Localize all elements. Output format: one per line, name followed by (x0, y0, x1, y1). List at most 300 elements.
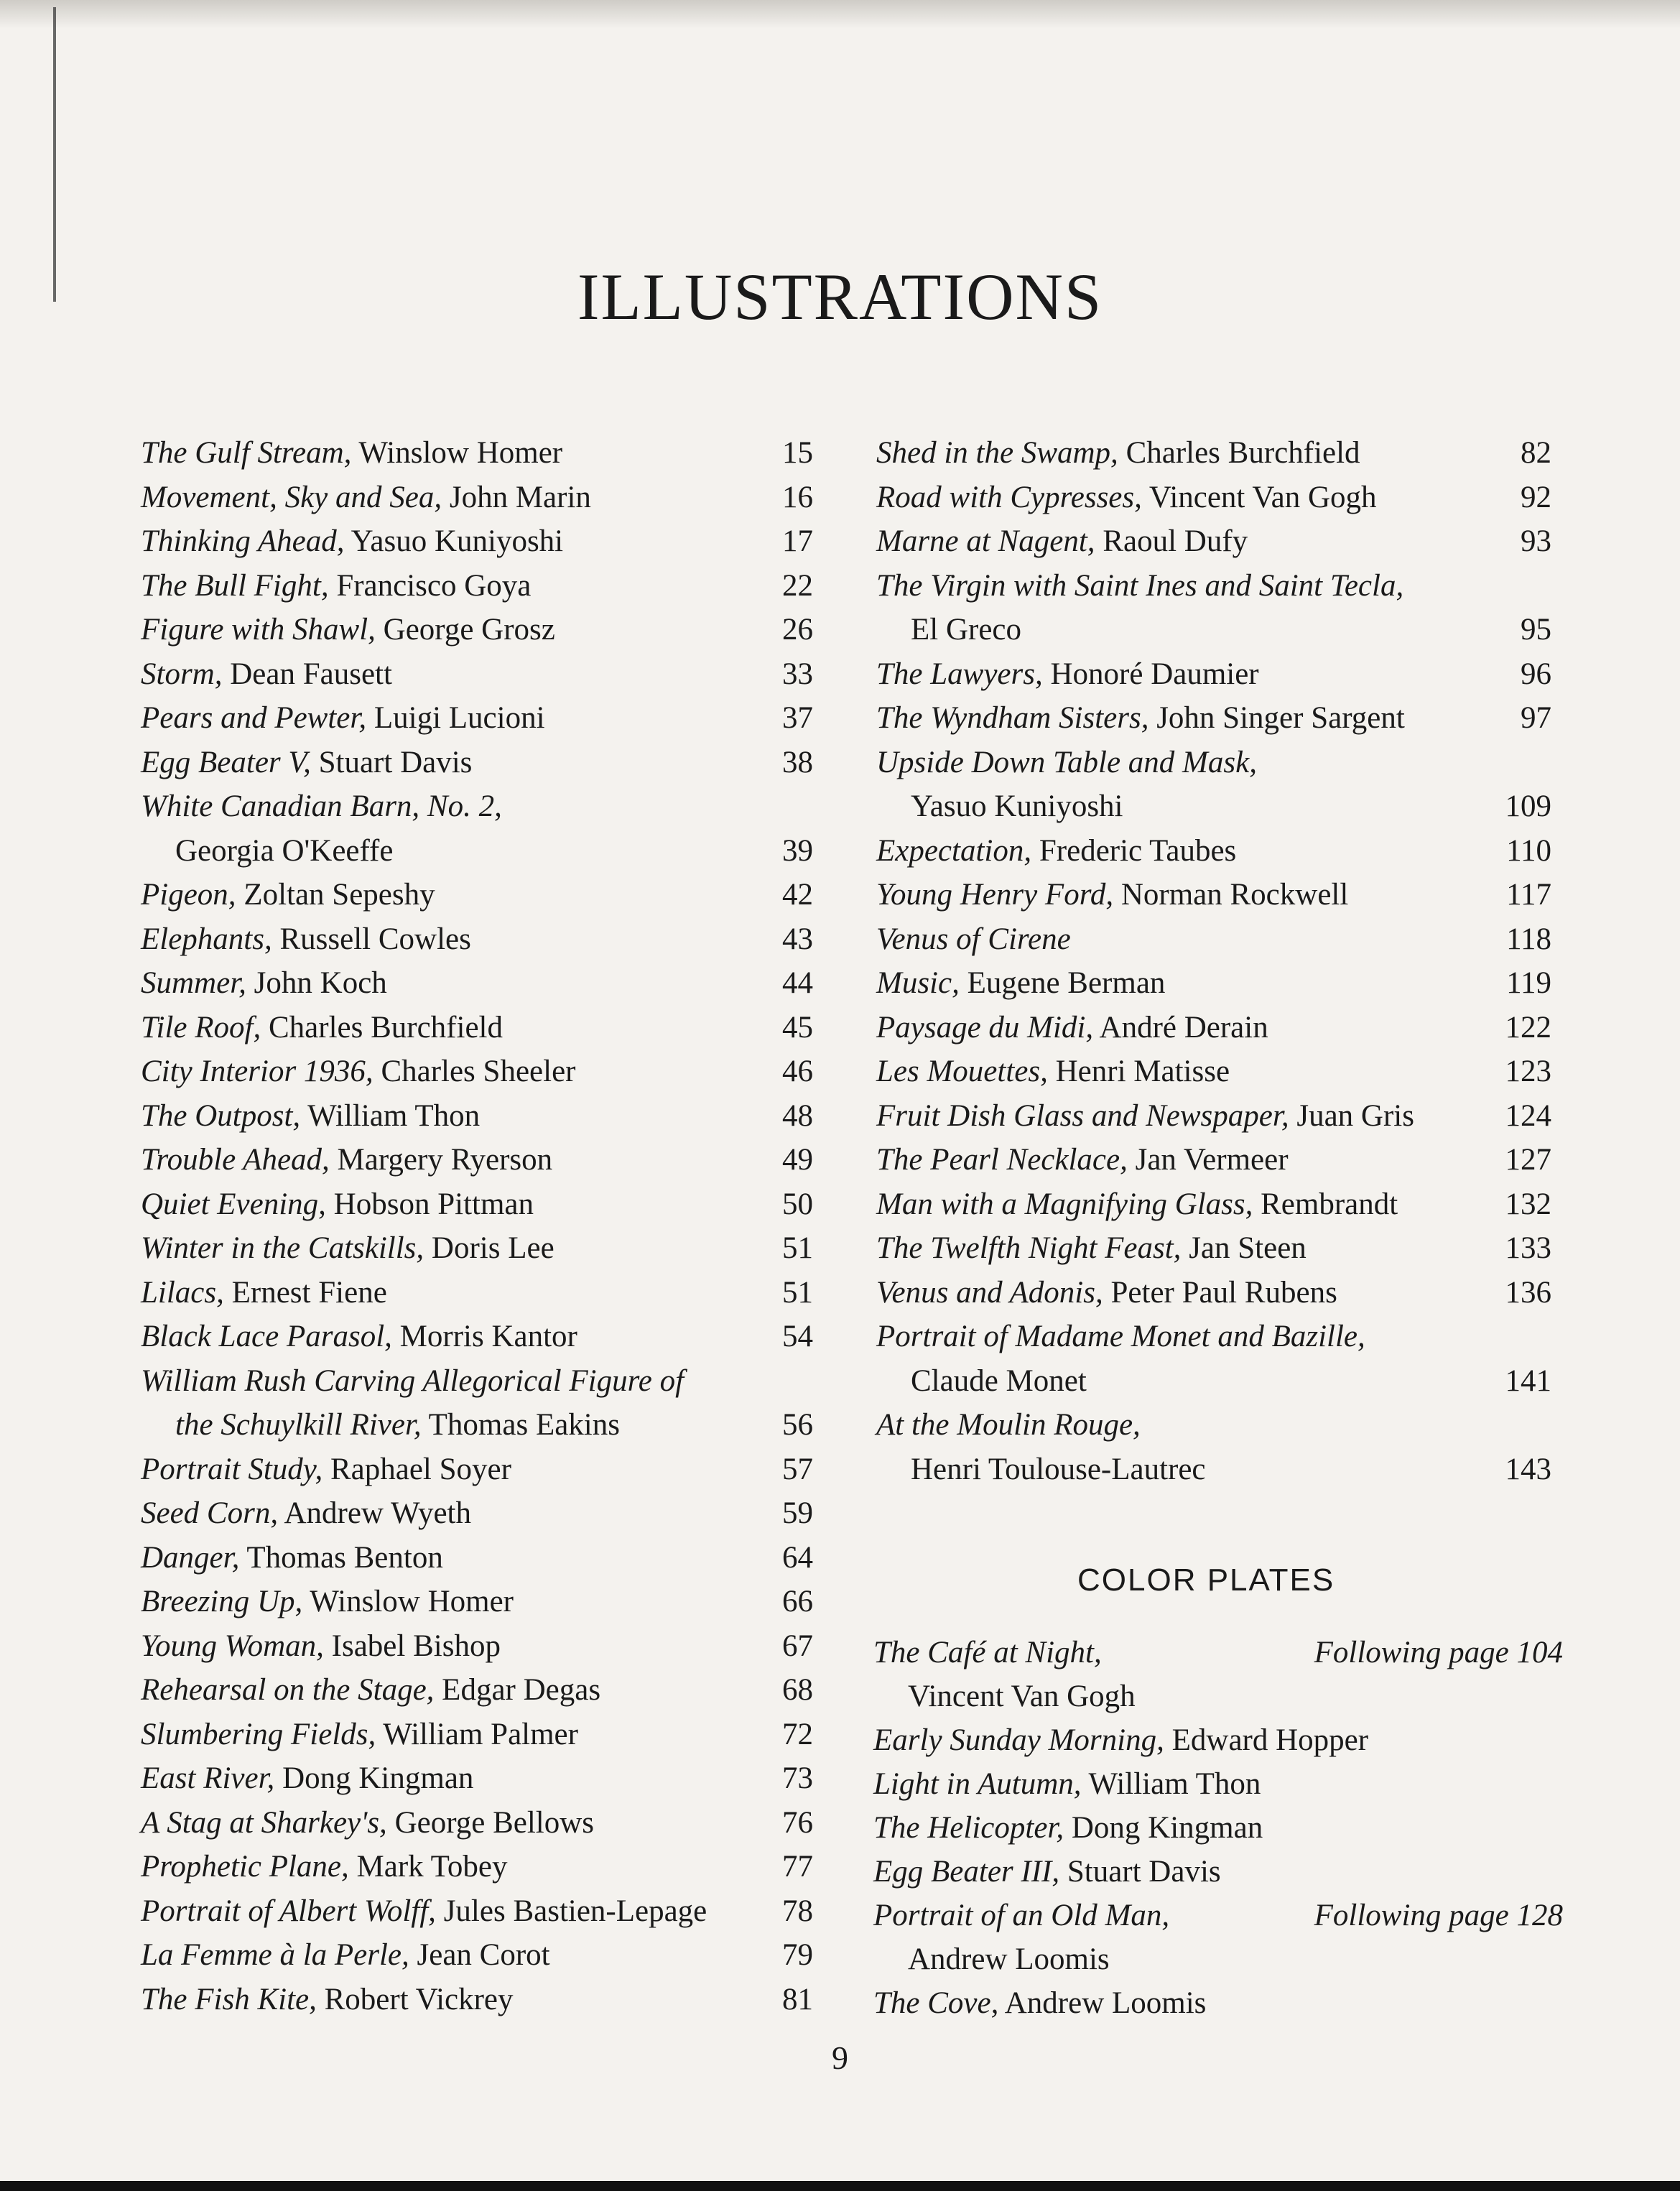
illustration-entry (876, 741, 1551, 829)
illustration-entry (876, 696, 1551, 741)
artwork-title-continued: the Schuylkill River, (175, 1408, 422, 1442)
entry-line (141, 1226, 813, 1271)
artwork-title: Shed in the Swamp, (876, 436, 1118, 470)
artist-name: Stuart Davis (310, 745, 473, 779)
entry-line (141, 1050, 813, 1094)
artwork-title: The Pearl Necklace, (876, 1143, 1128, 1177)
artist-name: Dong Kingman (274, 1761, 474, 1795)
page-reference: 46 (782, 1055, 813, 1088)
entry-line (876, 917, 1551, 962)
page-reference: 124 (1505, 1098, 1551, 1133)
artwork-title: Portrait of Albert Wolff, (141, 1894, 436, 1928)
artwork-title: Movement, Sky and Sea, (141, 480, 442, 514)
entry-line (141, 1536, 813, 1580)
artwork-title: The Bull Fight, (141, 568, 329, 603)
entry-line (141, 564, 813, 608)
page-reference: 82 (1521, 436, 1551, 470)
entry-line (876, 1006, 1551, 1050)
artist-name: George Grosz (375, 613, 555, 647)
entry-line (141, 1845, 813, 1889)
page-reference: 50 (782, 1187, 813, 1221)
artist-name: Raphael Soyer (322, 1452, 511, 1486)
page-reference: 109 (1505, 789, 1551, 823)
illustration-entry (141, 1845, 813, 1889)
artist-name: Norman Rockwell (1113, 878, 1349, 912)
artwork-title: Upside Down Table and Mask, (876, 745, 1257, 779)
page-reference: 76 (782, 1805, 813, 1840)
illustration-entry (141, 1447, 813, 1492)
illustration-entry (141, 1624, 813, 1669)
entry-line (141, 917, 813, 962)
artist-name: Eugene Berman (959, 966, 1166, 1000)
artist-name: Henri Toulouse-Lautrec (911, 1452, 1206, 1486)
entry-line (876, 1138, 1551, 1182)
artist-name: Dean Fausett (222, 657, 392, 691)
artwork-title: Winter in the Catskills, (141, 1231, 424, 1265)
page-title: ILLUSTRATIONS (577, 260, 1103, 333)
color-plates-heading: COLOR PLATES (1077, 1562, 1335, 1598)
artist-name: Doris Lee (424, 1231, 554, 1265)
entry-line (141, 1801, 813, 1845)
artwork-title: White Canadian Barn, No. 2, (141, 789, 502, 823)
page-reference: 95 (1521, 613, 1551, 647)
page-reference: 122 (1505, 1010, 1551, 1044)
artwork-title: City Interior 1936, (141, 1055, 373, 1088)
entry-line (876, 431, 1551, 476)
color-plate-entry (873, 1718, 1563, 1762)
artist-name: Juan Gris (1289, 1098, 1414, 1133)
entry-line-continued (141, 1403, 813, 1447)
artist-name: Winslow Homer (351, 436, 563, 470)
illustration-entry (141, 1978, 813, 2022)
illustration-entry (876, 1006, 1551, 1050)
artist-name: Andrew Loomis (908, 1942, 1110, 1976)
illustration-entry (141, 1182, 813, 1227)
artist-name: Yasuo Kuniyoshi (911, 789, 1123, 823)
entry-line (873, 1981, 1563, 2025)
entry-line (141, 1756, 813, 1801)
artwork-title: Pears and Pewter, (141, 701, 367, 735)
artwork-title: Elephants, (141, 922, 272, 956)
color-plate-entry (873, 1631, 1563, 1718)
artist-name: William Thon (300, 1098, 481, 1133)
artist-name: Edgar Degas (434, 1673, 601, 1707)
artwork-title: The Twelfth Night Feast, (876, 1231, 1182, 1265)
page-reference: 17 (782, 524, 813, 558)
artwork-title: Man with a Magnifying Glass, (876, 1187, 1253, 1221)
artist-name: Vincent Van Gogh (908, 1680, 1136, 1713)
illustration-entry (141, 1713, 813, 1757)
entry-line (876, 564, 1551, 608)
illustration-entry (141, 1006, 813, 1050)
entry-line-continued (876, 1359, 1551, 1404)
page-reference: 66 (782, 1585, 813, 1618)
artwork-title: Pigeon, (141, 878, 236, 912)
artist-name: Margery Ryerson (329, 1143, 553, 1177)
page-reference: 123 (1505, 1055, 1551, 1088)
entry-line (876, 519, 1551, 564)
illustration-entry (141, 564, 813, 608)
artist-name: Luigi Lucioni (366, 701, 545, 735)
scan-artifact-line (53, 7, 56, 302)
artist-name: Russell Cowles (272, 922, 471, 956)
artist-name: Yasuo Kuniyoshi (344, 524, 564, 558)
artist-name: Dong Kingman (1064, 1811, 1263, 1845)
illustration-entry (141, 961, 813, 1006)
entry-line (141, 431, 813, 476)
page-reference: 42 (782, 878, 813, 912)
artwork-title: Trouble Ahead, (141, 1143, 330, 1177)
entry-line (141, 1271, 813, 1315)
page-reference: 127 (1505, 1143, 1551, 1177)
artwork-title: The Café at Night, (873, 1636, 1102, 1669)
artwork-title: The Wyndham Sisters, (876, 701, 1149, 735)
artwork-title: Rehearsal on the Stage, (141, 1673, 435, 1707)
page-reference: 51 (782, 1231, 813, 1265)
artwork-title: Egg Beater V, (141, 745, 311, 779)
artist-name: André Derain (1093, 1010, 1268, 1044)
page-reference: 72 (782, 1717, 813, 1751)
page-reference: 132 (1505, 1187, 1551, 1221)
illustration-entry (876, 1182, 1551, 1227)
illustration-entry (141, 1138, 813, 1182)
artwork-title: Slumbering Fields, (141, 1717, 376, 1751)
color-plate-entry (873, 1981, 1563, 2025)
artwork-title: Tile Roof, (141, 1010, 261, 1044)
page-reference: 136 (1505, 1275, 1551, 1310)
artist-name: Charles Burchfield (261, 1010, 503, 1044)
illustration-entry (876, 1138, 1551, 1182)
artwork-title: Breezing Up, (141, 1585, 303, 1618)
artwork-title: Venus of Cirene (876, 922, 1071, 956)
entry-line (141, 696, 813, 741)
page-reference: 64 (782, 1540, 813, 1575)
illustration-entry (876, 1315, 1551, 1403)
artwork-title: Fruit Dish Glass and Newspaper, (876, 1098, 1289, 1133)
artwork-title: Lilacs, (141, 1275, 224, 1310)
artist-name: Andrew Loomis (998, 1986, 1207, 2020)
illustration-entry (141, 1226, 813, 1271)
artist-name: Hobson Pittman (325, 1187, 534, 1221)
artwork-title: The Gulf Stream, (141, 436, 352, 470)
artwork-title: Summer, (141, 966, 246, 1000)
illustration-entry (876, 961, 1551, 1006)
page-reference: 37 (782, 701, 813, 735)
artist-name: John Marin (442, 480, 591, 514)
illustration-entry (141, 1536, 813, 1580)
entry-line (876, 1182, 1551, 1227)
artist-name: Mark Tobey (348, 1850, 508, 1884)
entry-line (876, 1226, 1551, 1271)
illustration-entry (141, 1580, 813, 1624)
artist-name: Vincent Van Gogh (1141, 480, 1377, 514)
page-reference: 44 (782, 966, 813, 1000)
artist-name: Rembrandt (1253, 1187, 1398, 1221)
artwork-title: Portrait of Madame Monet and Bazille, (876, 1320, 1365, 1353)
page-reference: 43 (782, 922, 813, 956)
entry-line (141, 1447, 813, 1492)
artist-name: Francisco Goya (328, 568, 532, 603)
entry-line (141, 784, 813, 829)
artist-name: William Palmer (376, 1717, 578, 1751)
artwork-title: A Stag at Sharkey's, (141, 1805, 387, 1840)
artwork-title: Young Woman, (141, 1629, 324, 1663)
page-reference: 67 (782, 1629, 813, 1663)
illustration-entry (876, 519, 1551, 564)
artist-name: Raoul Dufy (1095, 524, 1248, 558)
illustration-entry (141, 784, 813, 873)
artist-name: Jean Corot (409, 1938, 550, 1972)
artwork-title: Music, (876, 966, 960, 1000)
color-plate-entry (873, 1762, 1563, 1806)
entry-line (141, 1580, 813, 1624)
scan-bottom-edge (0, 2181, 1680, 2191)
page-reference: 48 (782, 1098, 813, 1133)
entry-line (876, 1271, 1551, 1315)
page-reference: 96 (1521, 657, 1551, 691)
illustration-entry (876, 1094, 1551, 1139)
page-reference: 117 (1506, 878, 1551, 912)
entry-line (141, 1668, 813, 1713)
entry-line-continued (141, 829, 813, 874)
entry-line (876, 873, 1551, 917)
artwork-title: Portrait of an Old Man, (873, 1899, 1170, 1932)
entry-line (876, 1094, 1551, 1139)
artwork-title: The Outpost, (141, 1098, 301, 1133)
artwork-title: Venus and Adonis, (876, 1275, 1103, 1310)
artwork-title: Figure with Shawl, (141, 613, 376, 647)
entry-line (876, 1050, 1551, 1094)
illustration-entry (876, 917, 1551, 962)
artist-name: John Koch (246, 966, 387, 1000)
page-reference: 56 (782, 1408, 813, 1442)
illustration-entry (141, 1094, 813, 1139)
artist-name: El Greco (911, 613, 1022, 647)
entry-line (141, 476, 813, 520)
artwork-title: Storm, (141, 657, 223, 691)
illustration-entry (141, 917, 813, 962)
entry-line (141, 1713, 813, 1757)
following-page-note: Following page 128 (1314, 1899, 1563, 1932)
artist-name: Robert Vickrey (316, 1982, 514, 2016)
entry-line (141, 741, 813, 785)
illustration-entry (141, 741, 813, 785)
artist-name: Ernest Fiene (223, 1275, 387, 1310)
page-reference: 45 (782, 1010, 813, 1044)
page-reference: 57 (782, 1452, 813, 1486)
artwork-title: Marne at Nagent, (876, 524, 1095, 558)
artwork-title: Thinking Ahead, (141, 524, 345, 558)
artwork-title: Les Mouettes, (876, 1055, 1048, 1088)
page-number: 9 (832, 2039, 848, 2076)
entry-line (141, 1315, 813, 1359)
entry-line (873, 1718, 1563, 1762)
entry-line (873, 1762, 1563, 1806)
artwork-title: The Virgin with Saint Ines and Saint Tecla, (876, 568, 1404, 603)
page-reference: 16 (782, 480, 813, 514)
entry-line (876, 1315, 1551, 1359)
artwork-title: Quiet Evening, (141, 1187, 326, 1221)
artist-name: Charles Burchfield (1118, 436, 1360, 470)
artwork-title: The Cove, (873, 1986, 999, 2020)
entry-line (141, 1978, 813, 2022)
artwork-title: Seed Corn, (141, 1496, 279, 1530)
artist-name: Georgia O'Keeffe (175, 833, 394, 868)
artwork-title: At the Moulin Rouge, (876, 1408, 1141, 1442)
page-reference: 73 (782, 1761, 813, 1795)
illustration-entry (141, 608, 813, 652)
entry-line (876, 741, 1551, 785)
page-reference: 141 (1505, 1363, 1551, 1398)
artwork-title: Road with Cypresses, (876, 480, 1142, 514)
entry-line (141, 1094, 813, 1139)
entry-line (141, 1182, 813, 1227)
artist-name: Jan Steen (1181, 1231, 1307, 1265)
page-reference: 143 (1505, 1452, 1551, 1486)
page-reference: 92 (1521, 480, 1551, 514)
page-reference: 33 (782, 657, 813, 691)
artist-name: Andrew Wyeth (278, 1496, 471, 1530)
illustration-entry (141, 1801, 813, 1845)
illustration-entry (141, 1491, 813, 1536)
illustration-entry (141, 1359, 813, 1447)
entry-line-continued (873, 1937, 1563, 1981)
page-reference: 119 (1506, 966, 1551, 1000)
artwork-title: The Lawyers, (876, 657, 1043, 691)
following-page-note: Following page 104 (1314, 1636, 1563, 1669)
illustration-entry (876, 1050, 1551, 1094)
artist-name: Jan Vermeer (1127, 1143, 1289, 1177)
illustration-entry (141, 1756, 813, 1801)
entry-line-continued (876, 608, 1551, 652)
illustration-entry (141, 873, 813, 917)
entry-line (876, 961, 1551, 1006)
page-reference: 79 (782, 1938, 813, 1972)
illustration-entry (141, 1933, 813, 1978)
illustration-entry (876, 652, 1551, 697)
artwork-title: Portrait Study, (141, 1452, 323, 1486)
entry-line (141, 873, 813, 917)
artwork-title: La Femme à la Perle, (141, 1938, 409, 1972)
entry-line (876, 476, 1551, 520)
artwork-title: Expectation, (876, 833, 1032, 868)
artist-name: Stuart Davis (1059, 1855, 1221, 1889)
illustration-entry (876, 1271, 1551, 1315)
entry-line (141, 652, 813, 697)
entry-line (873, 1806, 1563, 1850)
page-reference: 81 (782, 1982, 813, 2016)
page-reference: 78 (782, 1894, 813, 1928)
artwork-title: Light in Autumn, (873, 1767, 1082, 1801)
entry-line (876, 652, 1551, 697)
entry-line (141, 1138, 813, 1182)
color-plate-entry (873, 1850, 1563, 1894)
illustration-entry (141, 1889, 813, 1934)
entry-line (141, 961, 813, 1006)
entry-line (141, 1889, 813, 1934)
illustration-entry (876, 564, 1551, 652)
artist-name: Zoltan Sepeshy (236, 878, 435, 912)
artwork-title: Egg Beater III, (873, 1855, 1060, 1889)
illustrations-list-right (876, 431, 1551, 1491)
illustration-entry (876, 431, 1551, 476)
page-reference: 15 (782, 436, 813, 470)
illustrations-list-left (141, 431, 813, 2021)
page-reference: 110 (1506, 833, 1551, 868)
artwork-title: Danger, (141, 1540, 240, 1575)
artwork-title: East River, (141, 1761, 275, 1795)
entry-line-continued (876, 784, 1551, 829)
artwork-title: Prophetic Plane, (141, 1850, 349, 1884)
page-reference: 93 (1521, 524, 1551, 558)
page-reference: 97 (1521, 701, 1551, 735)
entry-line (141, 1933, 813, 1978)
artist-name: Claude Monet (911, 1363, 1087, 1398)
entry-line (141, 1359, 813, 1404)
page-reference: 39 (782, 833, 813, 868)
entry-line (876, 829, 1551, 874)
artist-name: William Thon (1081, 1767, 1261, 1801)
artwork-title: The Fish Kite, (141, 1982, 317, 2016)
illustration-entry (876, 476, 1551, 520)
illustration-entry (141, 1050, 813, 1094)
entry-line-continued (873, 1674, 1563, 1718)
illustration-entry (141, 1271, 813, 1315)
entry-line (141, 1624, 813, 1669)
page-reference: 68 (782, 1673, 813, 1707)
artwork-title: Young Henry Ford, (876, 878, 1114, 912)
scan-shadow (0, 0, 1680, 29)
color-plate-entry (873, 1894, 1563, 1981)
artist-name: Jules Bastien-Lepage (435, 1894, 707, 1928)
artist-name: John Singer Sargent (1148, 701, 1405, 735)
page-reference: 77 (782, 1850, 813, 1884)
artwork-title: Black Lace Parasol, (141, 1320, 392, 1353)
artist-name: Honoré Daumier (1042, 657, 1259, 691)
artist-name: Henri Matisse (1047, 1055, 1230, 1088)
artist-name: Thomas Benton (239, 1540, 443, 1575)
entry-line (873, 1850, 1563, 1894)
artist-name: George Bellows (386, 1805, 595, 1840)
illustration-entry (141, 652, 813, 697)
page-reference: 49 (782, 1143, 813, 1177)
illustration-entry (141, 1315, 813, 1359)
page-reference: 59 (782, 1496, 813, 1530)
entry-line-continued (876, 1447, 1551, 1492)
entry-line (876, 1403, 1551, 1447)
artwork-title: The Helicopter, (873, 1811, 1064, 1845)
artist-name: Edward Hopper (1164, 1723, 1369, 1757)
illustration-entry (141, 696, 813, 741)
page-reference: 22 (782, 568, 813, 603)
page-reference: 118 (1506, 922, 1551, 956)
illustration-entry (141, 476, 813, 520)
artwork-title: Early Sunday Morning, (873, 1723, 1164, 1757)
illustration-entry (876, 1403, 1551, 1491)
page-reference: 54 (782, 1320, 813, 1353)
entry-line (141, 1491, 813, 1536)
artist-name: Winslow Homer (302, 1585, 514, 1618)
page-reference: 38 (782, 745, 813, 779)
entry-line (141, 1006, 813, 1050)
color-plates-list (873, 1631, 1563, 2025)
artist-name: Charles Sheeler (373, 1055, 576, 1088)
illustration-entry (141, 1668, 813, 1713)
artwork-title: William Rush Carving Allegorical Figure of (141, 1363, 684, 1398)
illustration-entry (876, 873, 1551, 917)
illustration-entry (141, 519, 813, 564)
page-reference: 133 (1505, 1231, 1551, 1265)
